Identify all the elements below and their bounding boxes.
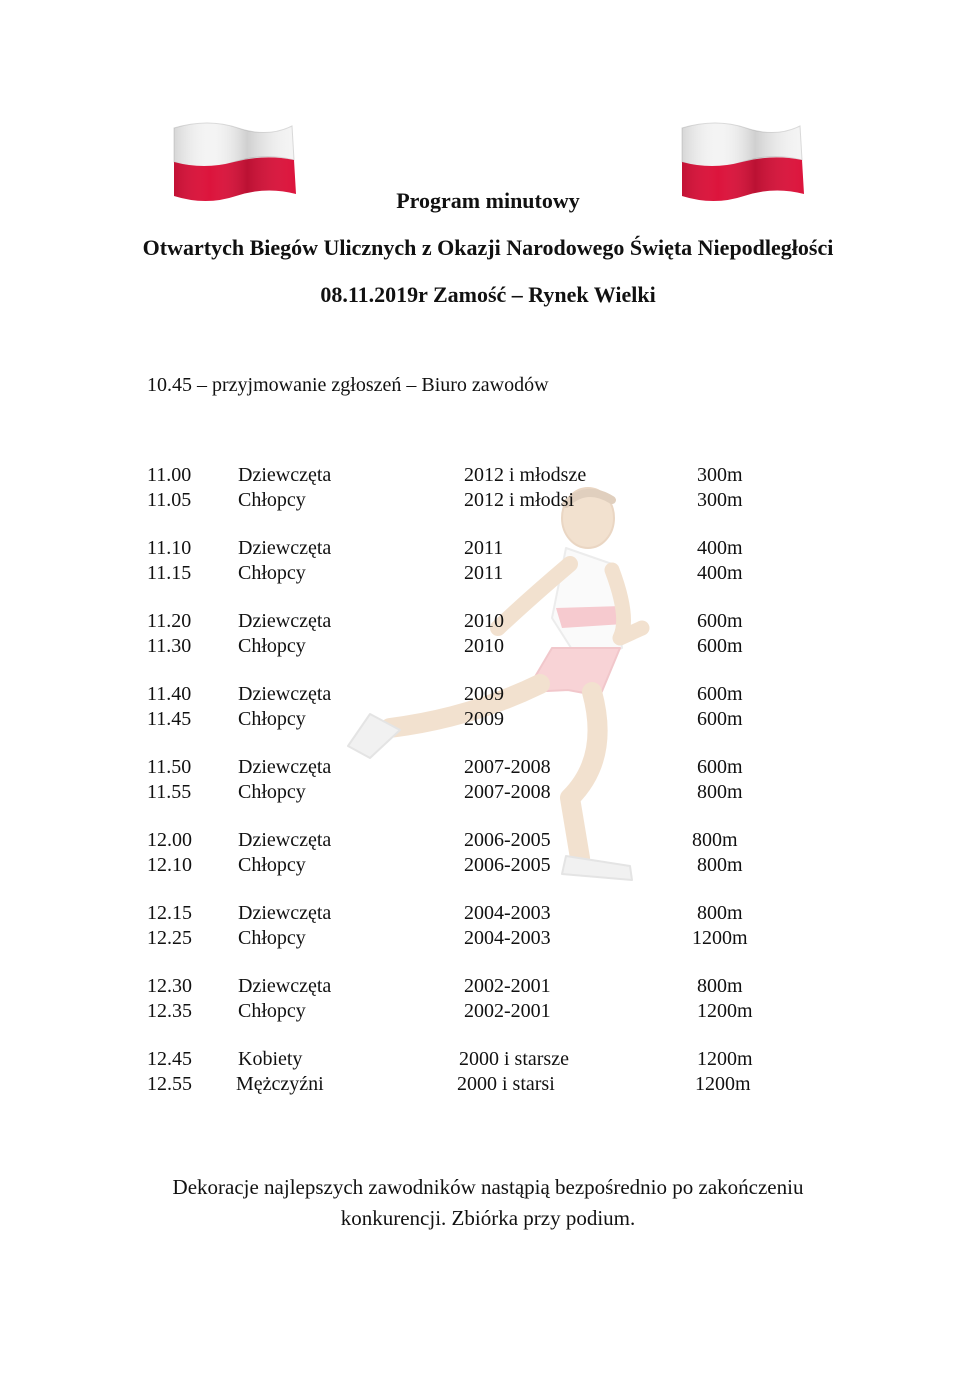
race-year: 2009 <box>464 707 504 730</box>
schedule-row <box>0 1000 976 1025</box>
race-time: 12.45 <box>147 1048 192 1070</box>
race-distance: 600m <box>697 707 743 730</box>
schedule-group <box>0 975 976 1024</box>
race-time: 12.10 <box>147 853 192 876</box>
race-category: Chłopcy <box>238 999 306 1022</box>
race-category: Dziewczęta <box>238 683 332 705</box>
race-distance: 800m <box>697 975 743 997</box>
schedule-row <box>0 537 976 562</box>
race-year: 2012 i młodsi <box>464 488 575 511</box>
schedule-row <box>0 464 976 489</box>
race-distance: 800m <box>697 902 743 924</box>
race-year: 2007-2008 <box>464 756 551 778</box>
race-category: Chłopcy <box>238 561 306 584</box>
schedule-table <box>0 464 976 1121</box>
race-year: 2004-2003 <box>464 926 551 949</box>
race-category: Chłopcy <box>238 853 306 876</box>
race-category: Chłopcy <box>238 780 306 803</box>
schedule-group <box>0 537 976 586</box>
race-category: Chłopcy <box>238 634 306 657</box>
schedule-row <box>0 1048 976 1073</box>
schedule-row <box>0 975 976 1000</box>
schedule-group <box>0 464 976 513</box>
schedule-row <box>0 1073 976 1098</box>
race-distance: 600m <box>697 634 743 657</box>
race-distance: 800m <box>692 829 738 851</box>
race-distance: 600m <box>697 610 743 632</box>
race-year: 2006-2005 <box>464 853 551 876</box>
page-title: Program minutowy <box>396 188 580 213</box>
schedule-group <box>0 756 976 805</box>
race-category: Chłopcy <box>238 926 306 949</box>
race-year: 2010 <box>464 634 504 657</box>
race-distance: 400m <box>697 561 743 584</box>
race-distance: 800m <box>697 853 743 876</box>
race-category: Mężczyźni <box>236 1072 324 1095</box>
race-time: 12.30 <box>147 975 192 997</box>
schedule-row <box>0 635 976 660</box>
schedule-group <box>0 683 976 732</box>
race-category: Dziewczęta <box>238 756 332 778</box>
race-time: 12.15 <box>147 902 192 924</box>
awards-note-line: Dekoracje najlepszych zawodników nastąpią bezpośrednio po zakończeniu <box>172 1175 804 1199</box>
race-distance: 1200m <box>697 999 753 1022</box>
race-year: 2004-2003 <box>464 902 551 924</box>
race-distance: 600m <box>697 683 743 705</box>
race-category: Dziewczęta <box>238 537 332 559</box>
race-time: 12.55 <box>147 1072 192 1095</box>
race-category: Chłopcy <box>238 707 306 730</box>
schedule-row <box>0 489 976 514</box>
schedule-group <box>0 902 976 951</box>
race-category: Dziewczęta <box>238 829 332 851</box>
race-year: 2000 i starsi <box>457 1072 555 1095</box>
schedule-group <box>0 1048 976 1097</box>
race-time: 11.10 <box>147 537 192 559</box>
race-year: 2002-2001 <box>464 999 551 1022</box>
race-time: 11.30 <box>147 634 192 657</box>
race-time: 11.50 <box>147 756 192 778</box>
schedule-row <box>0 683 976 708</box>
race-category: Dziewczęta <box>238 610 332 632</box>
race-time: 12.25 <box>147 926 192 949</box>
registration-info: 10.45 – przyjmowanie zgłoszeń – Biuro zawodów <box>147 374 549 396</box>
race-time: 12.35 <box>147 999 192 1022</box>
race-distance: 400m <box>697 537 743 559</box>
race-year: 2006-2005 <box>464 829 551 851</box>
schedule-row <box>0 781 976 806</box>
race-time: 11.20 <box>147 610 192 632</box>
race-year: 2011 <box>464 537 504 559</box>
race-year: 2009 <box>464 683 504 705</box>
schedule-row <box>0 829 976 854</box>
race-year: 2002-2001 <box>464 975 551 997</box>
race-year: 2011 <box>464 561 504 584</box>
race-time: 11.45 <box>147 707 192 730</box>
race-year: 2012 i młodsze <box>464 464 587 486</box>
schedule-row <box>0 927 976 952</box>
event-subtitle: Otwartych Biegów Ulicznych z Okazji Narodowego Święta Niepodległości <box>142 235 834 260</box>
race-category: Chłopcy <box>238 488 306 511</box>
race-distance: 1200m <box>697 1048 753 1070</box>
race-year: 2000 i starsze <box>459 1048 569 1070</box>
race-time: 11.55 <box>147 780 192 803</box>
awards-note <box>0 1172 976 1234</box>
race-distance: 300m <box>697 464 743 486</box>
race-time: 11.05 <box>147 488 192 511</box>
race-distance: 300m <box>697 488 743 511</box>
race-distance: 800m <box>697 780 743 803</box>
schedule-group <box>0 610 976 659</box>
race-time: 11.15 <box>147 561 192 584</box>
race-distance: 600m <box>697 756 743 778</box>
race-category: Dziewczęta <box>238 902 332 924</box>
race-time: 12.00 <box>147 829 192 851</box>
schedule-row <box>0 562 976 587</box>
race-distance: 1200m <box>695 1072 751 1095</box>
event-date-location: 08.11.2019r Zamość – Rynek Wielki <box>320 282 656 307</box>
awards-note-line: konkurencji. Zbiórka przy podium. <box>340 1206 636 1230</box>
race-time: 11.40 <box>147 683 192 705</box>
race-category: Dziewczęta <box>238 975 332 997</box>
race-time: 11.00 <box>147 464 192 486</box>
schedule-row <box>0 708 976 733</box>
schedule-row <box>0 902 976 927</box>
schedule-row <box>0 854 976 879</box>
race-year: 2010 <box>464 610 504 632</box>
schedule-group <box>0 829 976 878</box>
race-category: Kobiety <box>238 1048 303 1070</box>
schedule-row <box>0 756 976 781</box>
race-distance: 1200m <box>692 926 748 949</box>
race-year: 2007-2008 <box>464 780 551 803</box>
race-category: Dziewczęta <box>238 464 332 486</box>
schedule-row <box>0 610 976 635</box>
